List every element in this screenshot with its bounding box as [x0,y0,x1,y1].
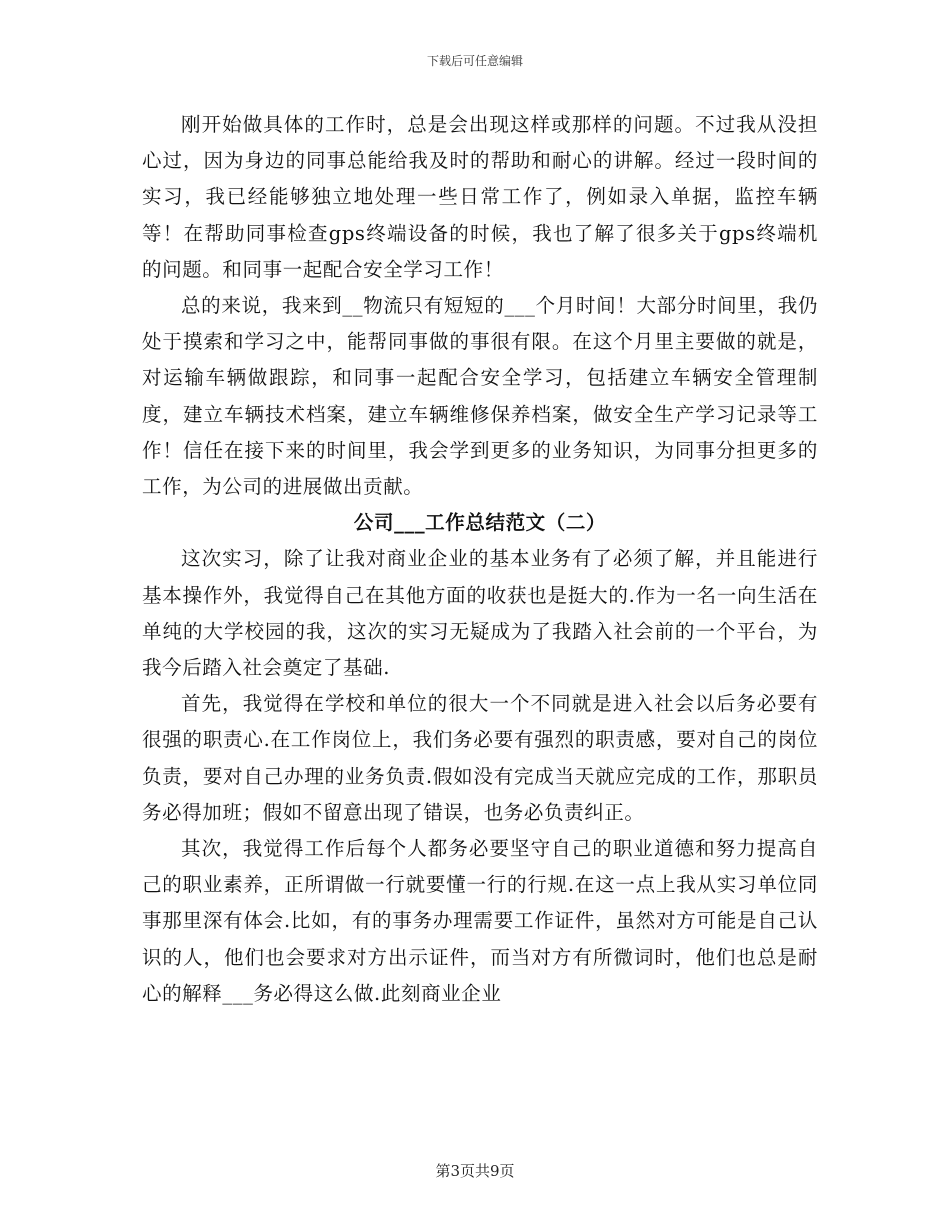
page-header: 下载后可任意编辑 [426,54,523,68]
paragraph: 首先，我觉得在学校和单位的很大一个不同就是进入社会以后务必要有很强的职责心.在工作岗位上，我们务必要有强烈的职责感，要对自己的岗位负责，要对自己办理的业务负责.假如没有完成当天就应完成的工作，那职员务必得加班；假如不留意出现了错误，也务必负责纠正。 [142,692,818,824]
paragraph: 总的来说，我来到__物流只有短短的___个月时间！大部分时间里，我仍处于摸索和学习之中，能帮同事做的事很有限。在这个月里主要做的就是，对运输车辆做跟踪，和同事一起配合安全学习，包括建立车辆安全管理制度，建立车辆技术档案，建立车辆维修保养档案，做安全生产学习记录等工作！信任在接下来的时间里，我会学到更多的业务知识，为同事分担更多的工作，为公司的进展做出贡献。 [142,294,818,499]
document-body [142,107,818,1012]
paragraph: 其次，我觉得工作后每个人都务必要坚守自己的职业道德和努力提高自己的职业素养，正所谓做一行就要懂一行的行规.在这一点上我从实习单位同事那里深有体会.比如，有的事务办理需要工作证件，虽然对方可能是自己认识的人，他们也会要求对方出示证件，而当对方有所微词时，他们也总是耐心的解释___务必得这么做.此刻商业企业 [142,837,818,1005]
section-title: 公司___工作总结范文（二） [353,511,607,535]
page-number: 第3页共9页 [435,1162,515,1180]
paragraph: 刚开始做具体的工作时，总是会出现这样或那样的问题。不过我从没担心过，因为身边的同事总能给我及时的帮助和耐心的讲解。经过一段时间的实习，我已经能够独立地处理一些日常工作了，例如录入单据，监控车辆等！在帮助同事检查gps终端设备的时候，我也了解了很多关于gps终端机的问题。和同事一起配合安全学习工作！ [142,113,818,281]
paragraph: 这次实习，除了让我对商业企业的基本业务有了必须了解，并且能进行基本操作外，我觉得自己在其他方面的收获也是挺大的.作为一名一向生活在单纯的大学校园的我，这次的实习无疑成为了我踏入社会前的一个平台，为我今后踏入社会奠定了基础. [142,547,818,680]
